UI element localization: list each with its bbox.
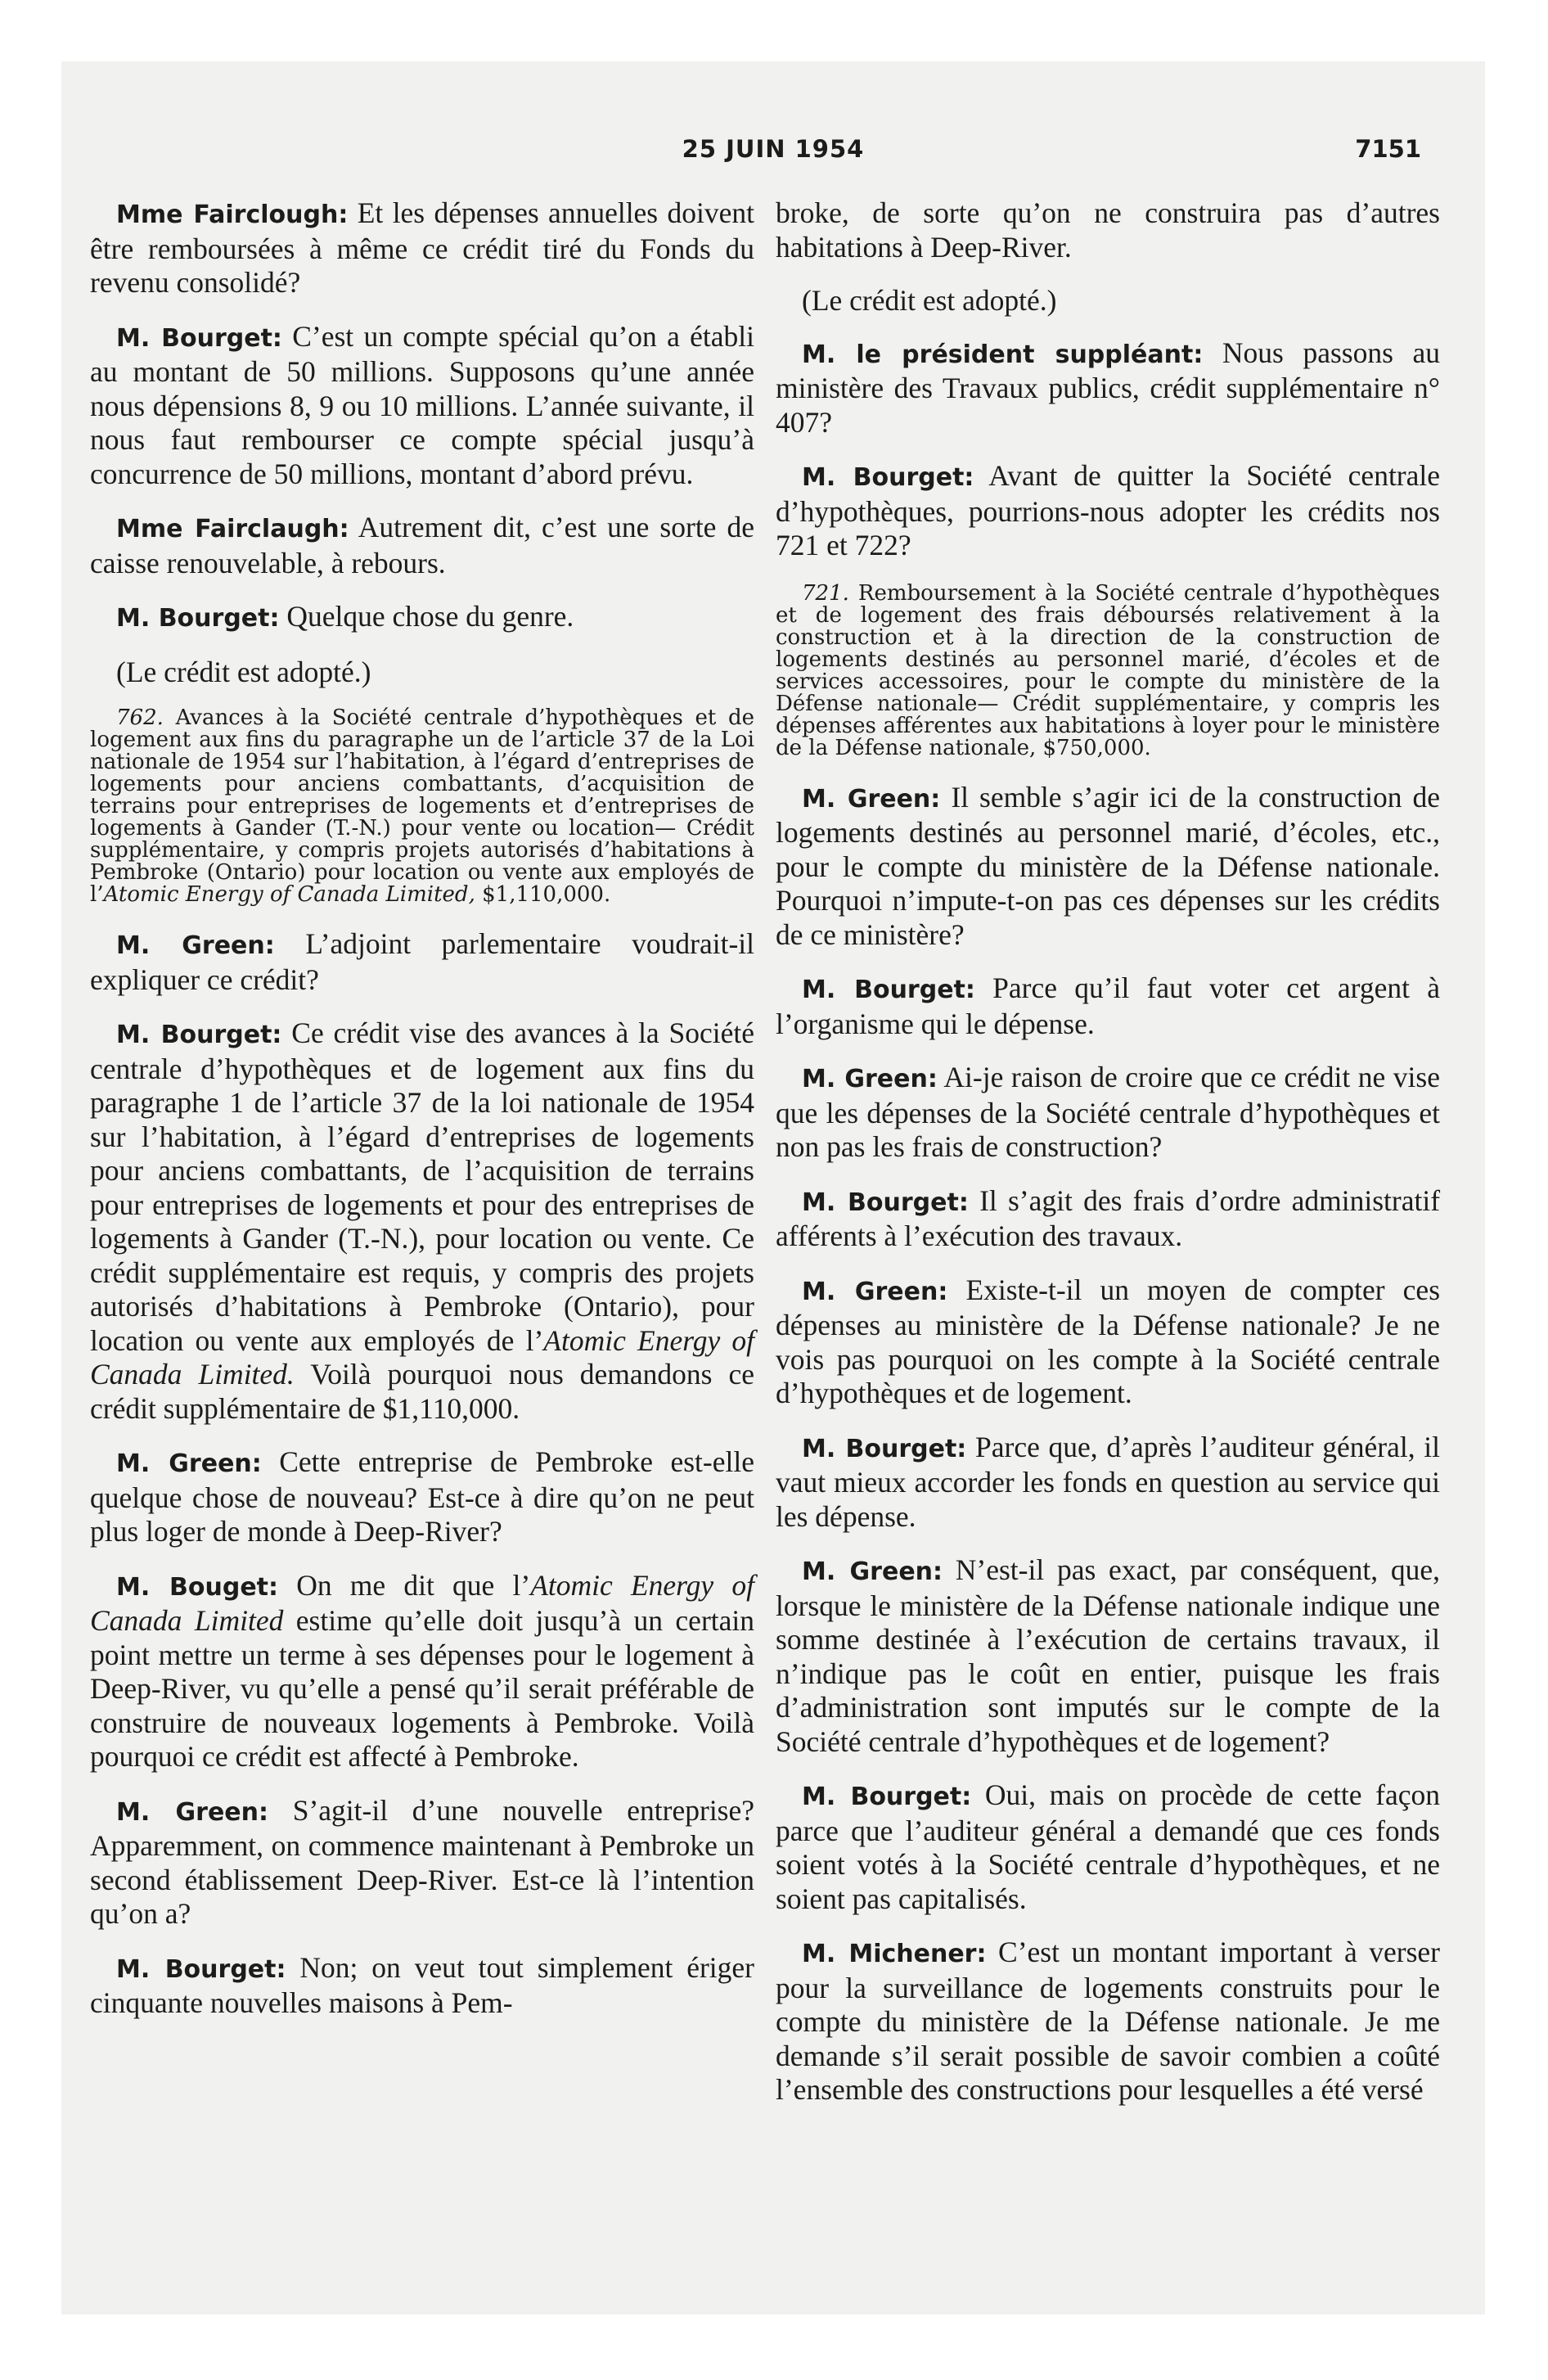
speech-paragraph — [776, 1431, 1440, 1535]
continued-paragraph — [776, 196, 1440, 264]
speech-paragraph — [776, 971, 1440, 1041]
speech-text: On me dit que l’ — [296, 1568, 531, 1602]
speech-paragraph — [90, 511, 754, 580]
procedural-note — [90, 656, 754, 690]
header-date: 25 JUIN 1954 — [682, 135, 865, 163]
speech-text: Avant de quitter la Société centrale d’hypothèques, pourrions-nous adopter les crédits nos 721 et 722? — [776, 459, 1441, 561]
speaker-name: M. Green: — [802, 1557, 943, 1586]
speech-paragraph — [90, 1016, 754, 1426]
speech-paragraph — [776, 1553, 1440, 1759]
speech-paragraph — [90, 927, 754, 997]
speaker-name: M. Bourget: — [802, 1434, 967, 1463]
speech-paragraph — [776, 781, 1440, 953]
right-column — [776, 196, 1440, 2127]
speaker-name: M. Bourget: — [116, 604, 280, 633]
speaker-name: M. Green: — [116, 1797, 269, 1827]
speech-text: Quelque chose du genre. — [286, 600, 574, 633]
speech-paragraph — [776, 1184, 1440, 1254]
speech-text: N’est-il pas exact, par conséquent, que, lorsque le ministère de la Défense nationale indique une somme destinée à l’exécution de certains travaux, il n’indique pas le coût en entier, puisque les frais d’administration sont imputés sur le compte de la Société centrale d’hypothèques et de logement? — [776, 1553, 1440, 1758]
vote-text: Avances à la Société centrale d’hypothèques et de logement aux fins du paragraphe un de l’article 37 de la Loi nationale de 1954 sur l’habitation, à l’égard d’entreprises de logements pour anciens combattants, d’acquisition de terrains pour entreprises de logements et d’entreprises de logements à Gander (T.-N.) pour vente ou location— Crédit supplémentaire, y compris projets autorisés d’habitations à Pembroke (Ontario) pour location ou vente aux employés de l’ — [90, 705, 754, 907]
speech-text: C’est un compte spécial qu’on a établi au montant de 50 millions. Supposons qu’une année nous dépensions 8, 9 ou 10 millions. L’année suivante, il nous faut rembourser ce compte spécial jusqu’à concurrence de 50 millions, montant d’abord prévu. — [90, 319, 755, 490]
speaker-name: M. Green: — [802, 1277, 948, 1306]
speaker-name: Mme Fairclaugh: — [116, 515, 349, 543]
speaker-name: M. Michener: — [802, 1940, 987, 1968]
speech-paragraph — [90, 1445, 754, 1549]
page-number: 7151 — [1355, 135, 1421, 163]
vote-number: 721. — [802, 580, 849, 606]
speech-text: S’agit-il d’une nouvelle entreprise? Apparemment, on commence maintenant à Pembroke un second établissement Deep-River. Est-ce là l’intention qu’on a? — [90, 1793, 755, 1930]
speaker-name: M. Green: — [116, 1449, 262, 1478]
speech-paragraph — [776, 336, 1440, 440]
italic-text: Atomic Energy of Canada Limited. — [90, 1323, 754, 1391]
vote-item — [90, 707, 754, 906]
note-text: (Le crédit est adopté.) — [802, 284, 1057, 317]
speech-paragraph — [90, 1794, 754, 1931]
left-column — [90, 196, 754, 2040]
speech-text: Parce que, d’après l’auditeur général, il vaut mieux accorder les fonds en question au service qui les dépense. — [776, 1430, 1440, 1533]
speech-paragraph — [776, 1778, 1440, 1916]
speech-text: Il s’agit des frais d’ordre administratif afférents à l’exécution des travaux. — [776, 1183, 1441, 1252]
speaker-name: M. Bourget: — [116, 1021, 282, 1049]
speech-paragraph — [776, 1061, 1440, 1165]
page — [61, 61, 1485, 2315]
vote-item — [776, 580, 1440, 760]
speech-text: Cette entreprise de Pembroke est-elle quelque chose de nouveau? Est-ce à dire qu’on ne peut plus loger de monde à Deep-River? — [90, 1445, 754, 1548]
speech-paragraph — [90, 196, 754, 300]
speech-paragraph — [776, 1936, 1440, 2107]
speaker-name: M. Green: — [802, 784, 941, 814]
paragraph-tail: Voilà pourquoi nous demandons ce crédit supplémentaire de $1,110,000. — [90, 1358, 755, 1425]
speaker-name: M. Bourget: — [802, 463, 974, 492]
speaker-name: M. Bourget: — [802, 1188, 969, 1217]
speech-paragraph — [90, 1951, 754, 2021]
speech-text: Non; on veut tout simplement ériger cinquante nouvelles maisons à Pem- — [90, 1950, 754, 2019]
speech-text: Autrement dit, c’est une sorte de caisse renouvelable, à rebours. — [90, 511, 755, 579]
speaker-name: M. Green: — [116, 931, 275, 960]
speech-paragraph — [90, 1569, 754, 1774]
italic-text: Atomic Energy of Canada Limited, — [103, 882, 475, 907]
speaker-name: M. Green: — [802, 1065, 938, 1093]
speech-text: C’est un montant important à verser pour la surveillance de logements construits pour le compte du ministère de la Défense nationale. Je me demande s’il serait possible de savoir combien a coûté l’ensemble des constructions pour lesquelles a été versé — [776, 1936, 1440, 2106]
speech-text: Oui, mais on procède de cette façon parce que l’auditeur général a demandé que ces fonds soient votés à la Société centrale d’hypothèques, et ne soient pas capitalisés. — [776, 1778, 1441, 1915]
speech-text: Ce crédit vise des avances à la Société centrale d’hypothèques et de logement aux fins du paragraphe 1 de l’article 37 de la loi nationale de 1954 sur l’habitation, à l’égard d’entreprises de logements pour anciens combattants, de l’acquisition de terrains pour entreprises de logements et pour des entreprises de logements à Gander (T.-N.), pour location ou vente. Ce crédit supplémentaire est requis, y compris des projets autorisés d’habitations à Pembroke (Ontario), pour location ou vente aux employés de l’ — [90, 1016, 754, 1357]
speech-paragraph — [776, 459, 1440, 563]
note-text: (Le crédit est adopté.) — [116, 655, 371, 688]
speech-text: Et les dépenses annuelles doivent être remboursées à même ce crédit tiré du Fonds du revenu consolidé? — [90, 196, 754, 299]
speech-text: Nous passons au ministère des Travaux publics, crédit supplémentaire n° 407? — [776, 336, 1440, 439]
speech-text: Existe-t-il un moyen de compter ces dépenses au ministère de la Défense nationale? Je ne vois pas pourquoi on les compte à la Société centrale d’hypothèques et de logement. — [776, 1273, 1441, 1409]
paragraph-tail: $1,110,000. — [475, 882, 611, 907]
speech-paragraph — [776, 1273, 1440, 1411]
page-header — [61, 135, 1485, 184]
speech-paragraph — [90, 600, 754, 636]
speaker-name: M. le président suppléant: — [802, 340, 1204, 369]
vote-text: Remboursement à la Société centrale d’hypothèques et de logement des frais déboursés relativement à la construction et à la direction de la construction de logements destinés au personnel marié, d’écoles et de services accessoires, pour le compte du ministère de la Défense nationale— Crédit supplémentaire, y compris les dépenses afférentes aux habitations à loyer pour le ministère de la Défense nationale, $750,000. — [776, 580, 1440, 760]
vote-number: 762. — [116, 705, 164, 730]
speech-text: Parce qu’il faut voter cet argent à l’organisme qui le dépense. — [776, 971, 1441, 1040]
speaker-name: Mme Fairclough: — [116, 201, 349, 229]
speaker-name: M. Bourget: — [116, 323, 282, 353]
speaker-name: M. Bourget: — [802, 976, 975, 1004]
speaker-name: M. Bouget: — [116, 1572, 279, 1602]
speaker-name: M. Bourget: — [802, 1783, 972, 1811]
speech-paragraph — [90, 320, 754, 492]
speech-text: Ai-je raison de croire que ce crédit ne vise que les dépenses de la Société centrale d’hypothèques et non pas les frais de construction? — [776, 1061, 1440, 1163]
speaker-name: M. Bourget: — [116, 1954, 286, 1984]
italic-text: Atomic Energy of Canada Limited — [90, 1568, 754, 1637]
procedural-note — [776, 284, 1440, 318]
paragraph-text: broke, de sorte qu’on ne construira pas d’autres habitations à Deep-River. — [776, 196, 1440, 264]
speech-text: Il semble s’agir ici de la construction de logements destinés au personnel marié, d’écoles, etc., pour le compte du ministère de la Défense nationale. Pourquoi n’impute-t-on pas ces dépenses sur les crédits de ce ministère? — [776, 780, 1440, 951]
paragraph-tail: estime qu’elle doit jusqu’à un certain point mettre un terme à ses dépenses pour le logement à Deep-River, vu qu’elle a pensé qu’il serait préférable de construire de nouveaux logements à Pembroke. Voilà pourquoi ce crédit est affecté à Pembroke. — [90, 1604, 754, 1773]
speech-text: L’adjoint parlementaire voudrait-il expliquer ce crédit? — [90, 927, 754, 996]
